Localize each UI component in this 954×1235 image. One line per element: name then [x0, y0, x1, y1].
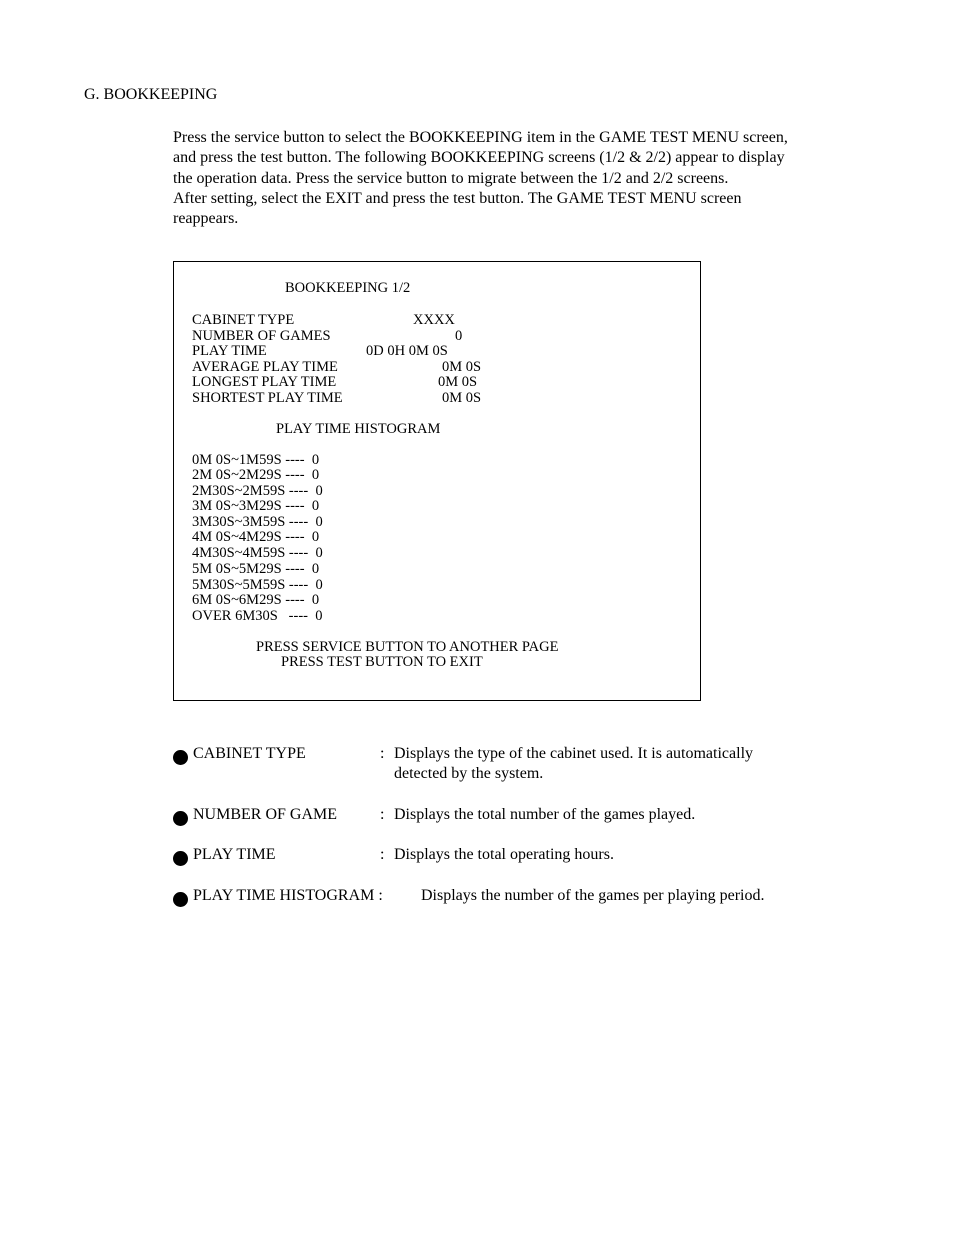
histogram-range: 4M 0S~4M29S ---- [192, 529, 305, 545]
stat-label: PLAY TIME [192, 343, 267, 359]
service-button-hint: PRESS SERVICE BUTTON TO ANOTHER PAGE [256, 639, 559, 655]
desc-text: Displays the number of the games per playing period. [421, 887, 765, 904]
histogram-range: 4M30S~4M59S ---- [192, 545, 309, 561]
stat-label: NUMBER OF GAMES [192, 328, 331, 344]
histogram-row [192, 529, 319, 546]
histogram-range: 3M 0S~3M29S ---- [192, 498, 305, 514]
desc-term: PLAY TIME [193, 846, 276, 863]
histogram-range: 3M30S~3M59S ---- [192, 514, 309, 530]
histogram-range: 6M 0S~6M29S ---- [192, 592, 305, 608]
bookkeeping-screen [173, 261, 701, 701]
histogram-count: 0 [315, 545, 323, 561]
desc-text: Displays the type of the cabinet used. It is automatically [394, 745, 754, 762]
histogram-count: 0 [311, 467, 320, 483]
bullet-icon [173, 811, 188, 826]
histogram-range: OVER 6M30S ---- [192, 608, 308, 624]
histogram-row [192, 608, 323, 625]
stat-label: LONGEST PLAY TIME [192, 374, 337, 390]
test-button-hint: PRESS TEST BUTTON TO EXIT [281, 654, 483, 670]
stat-label: CABINET TYPE [192, 312, 295, 328]
histogram-row [192, 498, 319, 515]
histogram-count: 0 [315, 577, 323, 593]
histogram-row [192, 467, 319, 484]
stat-value: 0 [455, 328, 463, 344]
histogram-count: 0 [315, 483, 323, 499]
desc-separator: : [380, 846, 385, 863]
histogram-count: 0 [311, 529, 320, 545]
intro-paragraph [173, 128, 853, 229]
intro-line: reappears. [173, 210, 239, 228]
histogram-range: 2M30S~2M59S ---- [192, 483, 309, 499]
desc-separator: : [380, 806, 385, 823]
histogram-count: 0 [311, 592, 320, 608]
histogram-row [192, 561, 319, 578]
stat-value: 0M 0S [442, 390, 482, 406]
bullet-icon [173, 750, 188, 765]
histogram-range: 0M 0S~1M59S ---- [192, 452, 305, 468]
bullet-icon [173, 851, 188, 866]
section-heading: G. BOOKKEEPING [84, 86, 218, 103]
histogram-range: 5M30S~5M59S ---- [192, 577, 309, 593]
desc-text: Displays the total operating hours. [394, 846, 614, 863]
stat-value: 0M 0S [438, 374, 478, 390]
histogram-range: 2M 0S~2M29S ---- [192, 467, 305, 483]
desc-text: Displays the total number of the games played. [394, 806, 696, 823]
intro-line: the operation data. Press the service button to migrate between the 1/2 and 2/2 screens. [173, 169, 729, 187]
intro-line: Press the service button to select the BOOKKEEPING item in the GAME TEST MENU screen, [173, 129, 788, 146]
bullet-icon [173, 892, 188, 907]
histogram-row [192, 545, 323, 562]
desc-term: CABINET TYPE [193, 745, 306, 762]
histogram-count: 0 [311, 498, 320, 514]
desc-separator: : [380, 745, 385, 762]
screen-title: BOOKKEEPING 1/2 [285, 280, 411, 296]
stat-label: SHORTEST PLAY TIME [192, 390, 343, 406]
desc-text: detected by the system. [394, 765, 544, 782]
intro-line: and press the test button. The following BOOKKEEPING screens (1/2 & 2/2) appear to display [173, 149, 785, 167]
histogram-range: 5M 0S~5M29S ---- [192, 561, 305, 577]
histogram-count: 0 [311, 452, 320, 468]
histogram-count: 0 [311, 561, 320, 577]
desc-term: NUMBER OF GAME [193, 806, 338, 823]
stat-value: 0M 0S [442, 359, 482, 375]
desc-term: PLAY TIME HISTOGRAM : [193, 887, 383, 904]
histogram-row [192, 592, 319, 609]
histogram-count: 0 [315, 514, 323, 530]
stat-label: AVERAGE PLAY TIME [192, 359, 338, 375]
histogram-title: PLAY TIME HISTOGRAM [276, 421, 441, 437]
stat-value: 0D 0H 0M 0S [366, 343, 448, 359]
stat-value: XXXX [413, 312, 455, 328]
intro-line: After setting, select the EXIT and press the test button. The GAME TEST MENU screen [173, 189, 742, 207]
histogram-count: 0 [315, 608, 323, 624]
